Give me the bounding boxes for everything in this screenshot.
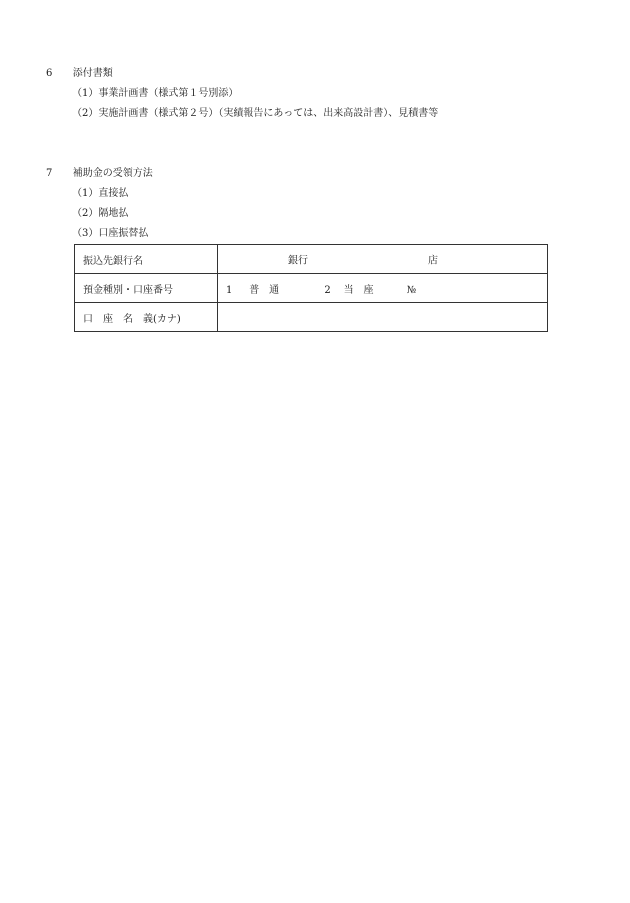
account-holder-label: 口 座 名 義(カナ) — [75, 303, 218, 332]
option-1-number: 1 — [226, 284, 233, 296]
section7-item-2: （2）隔地払 — [72, 208, 129, 219]
section7-item-1: （1）直接払 — [72, 188, 129, 199]
section7-title: 補助金の受領方法 — [72, 168, 153, 179]
section6-number: 6 — [46, 68, 53, 79]
account-type-field[interactable] — [218, 274, 548, 303]
section6-title: 添付書類 — [72, 68, 113, 79]
account-type-label: 預金種別・口座番号 — [75, 274, 218, 303]
option-1-text: 普 通 — [249, 284, 280, 296]
table-row — [75, 274, 548, 303]
option-2-text: 当 座 — [343, 284, 374, 296]
account-holder-field[interactable] — [218, 303, 548, 332]
section7-heading — [46, 168, 153, 180]
bank-name-field[interactable] — [218, 245, 548, 274]
account-number-prefix: № — [406, 284, 417, 296]
section6-item-1: （1）事業計画書（様式第１号別添） — [72, 88, 239, 99]
section7-number: 7 — [46, 168, 53, 179]
section6-item-2: （2）実施計画書（様式第２号）（実績報告にあっては、出来高設計書）、見積書等 — [72, 108, 439, 119]
bank-name-label: 振込先銀行名 — [75, 245, 218, 274]
section6-heading — [46, 68, 113, 80]
section7-item-3: （3）口座振替払 — [72, 228, 149, 239]
option-2-number: 2 — [324, 284, 331, 296]
branch-word: 店 — [428, 255, 438, 267]
bank-word: 銀行 — [288, 255, 308, 267]
bank-transfer-table — [74, 244, 548, 332]
table-row — [75, 245, 548, 274]
table-row — [75, 303, 548, 332]
